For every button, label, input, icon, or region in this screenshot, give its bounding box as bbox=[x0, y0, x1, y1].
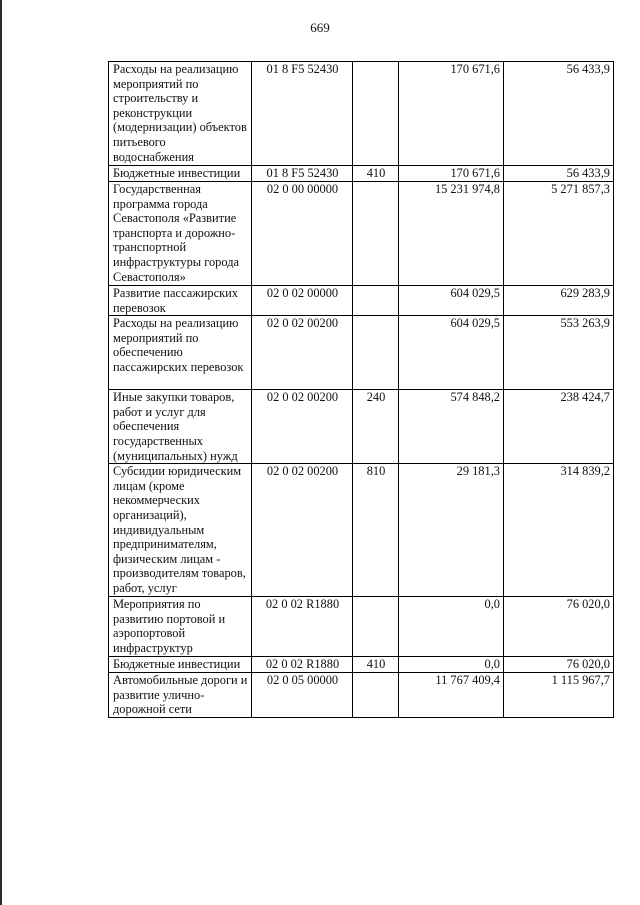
row-code: 02 0 02 00200 bbox=[252, 464, 353, 597]
row-code: 02 0 05 00000 bbox=[252, 673, 353, 718]
row-expense-type: 410 bbox=[353, 657, 399, 673]
row-amount-2: 314 839,2 bbox=[504, 464, 614, 597]
row-amount-2: 553 263,9 bbox=[504, 316, 614, 390]
row-expense-type: 240 bbox=[353, 390, 399, 464]
row-code: 01 8 F5 52430 bbox=[252, 62, 353, 166]
row-code: 02 0 02 00000 bbox=[252, 286, 353, 316]
row-name: Мероприятия по развитию портовой и аэропортовой инфраструктур bbox=[109, 597, 252, 657]
row-amount-1: 0,0 bbox=[399, 597, 504, 657]
row-name: Расходы на реализацию мероприятий по обеспечению пассажирских перевозок bbox=[109, 316, 252, 390]
page-number: 669 bbox=[310, 20, 330, 35]
row-name: Государственная программа города Севастополя «Развитие транспорта и дорожно-транспортной инфраструктуры города Севастополя» bbox=[109, 182, 252, 286]
table-row bbox=[109, 286, 614, 316]
row-code: 01 8 F5 52430 bbox=[252, 166, 353, 182]
row-expense-type bbox=[353, 597, 399, 657]
row-amount-2: 76 020,0 bbox=[504, 597, 614, 657]
row-code: 02 0 02 R1880 bbox=[252, 597, 353, 657]
row-amount-1: 604 029,5 bbox=[399, 316, 504, 390]
table-row bbox=[109, 166, 614, 182]
row-expense-type: 410 bbox=[353, 166, 399, 182]
row-amount-1: 0,0 bbox=[399, 657, 504, 673]
row-amount-2: 56 433,9 bbox=[504, 166, 614, 182]
table-row bbox=[109, 597, 614, 657]
row-name: Субсидии юридическим лицам (кроме некоммерческих организаций), индивидуальным предпринимателям, физическим лицам - производителям товаров, работ, услуг bbox=[109, 464, 252, 597]
row-name: Автомобильные дороги и развитие улично-дорожной сети bbox=[109, 673, 252, 718]
row-amount-2: 1 115 967,7 bbox=[504, 673, 614, 718]
row-expense-type bbox=[353, 182, 399, 286]
row-name: Иные закупки товаров, работ и услуг для обеспечения государственных (муниципальных) нужд bbox=[109, 390, 252, 464]
row-amount-1: 574 848,2 bbox=[399, 390, 504, 464]
scan-left-edge bbox=[0, 0, 2, 905]
row-amount-2: 629 283,9 bbox=[504, 286, 614, 316]
row-amount-2: 238 424,7 bbox=[504, 390, 614, 464]
row-amount-1: 11 767 409,4 bbox=[399, 673, 504, 718]
row-expense-type bbox=[353, 673, 399, 718]
row-amount-1: 170 671,6 bbox=[399, 166, 504, 182]
row-name: Бюджетные инвестиции bbox=[109, 657, 252, 673]
row-amount-1: 170 671,6 bbox=[399, 62, 504, 166]
row-amount-2: 5 271 857,3 bbox=[504, 182, 614, 286]
row-name: Расходы на реализацию мероприятий по строительству и реконструкции (модернизации) объектов питьевого водоснабжения bbox=[109, 62, 252, 166]
row-amount-1: 29 181,3 bbox=[399, 464, 504, 597]
table-row bbox=[109, 182, 614, 286]
table-row bbox=[109, 657, 614, 673]
row-amount-1: 15 231 974,8 bbox=[399, 182, 504, 286]
row-expense-type bbox=[353, 286, 399, 316]
row-expense-type bbox=[353, 316, 399, 390]
table-row bbox=[109, 62, 614, 166]
row-expense-type bbox=[353, 62, 399, 166]
row-amount-2: 76 020,0 bbox=[504, 657, 614, 673]
table-row bbox=[109, 316, 614, 390]
row-amount-2: 56 433,9 bbox=[504, 62, 614, 166]
row-name: Развитие пассажирских перевозок bbox=[109, 286, 252, 316]
budget-table bbox=[108, 61, 614, 718]
row-code: 02 0 00 00000 bbox=[252, 182, 353, 286]
table-row bbox=[109, 673, 614, 718]
row-name: Бюджетные инвестиции bbox=[109, 166, 252, 182]
table-row bbox=[109, 390, 614, 464]
row-code: 02 0 02 R1880 bbox=[252, 657, 353, 673]
row-code: 02 0 02 00200 bbox=[252, 390, 353, 464]
table-row bbox=[109, 464, 614, 597]
row-amount-1: 604 029,5 bbox=[399, 286, 504, 316]
row-expense-type: 810 bbox=[353, 464, 399, 597]
row-code: 02 0 02 00200 bbox=[252, 316, 353, 390]
